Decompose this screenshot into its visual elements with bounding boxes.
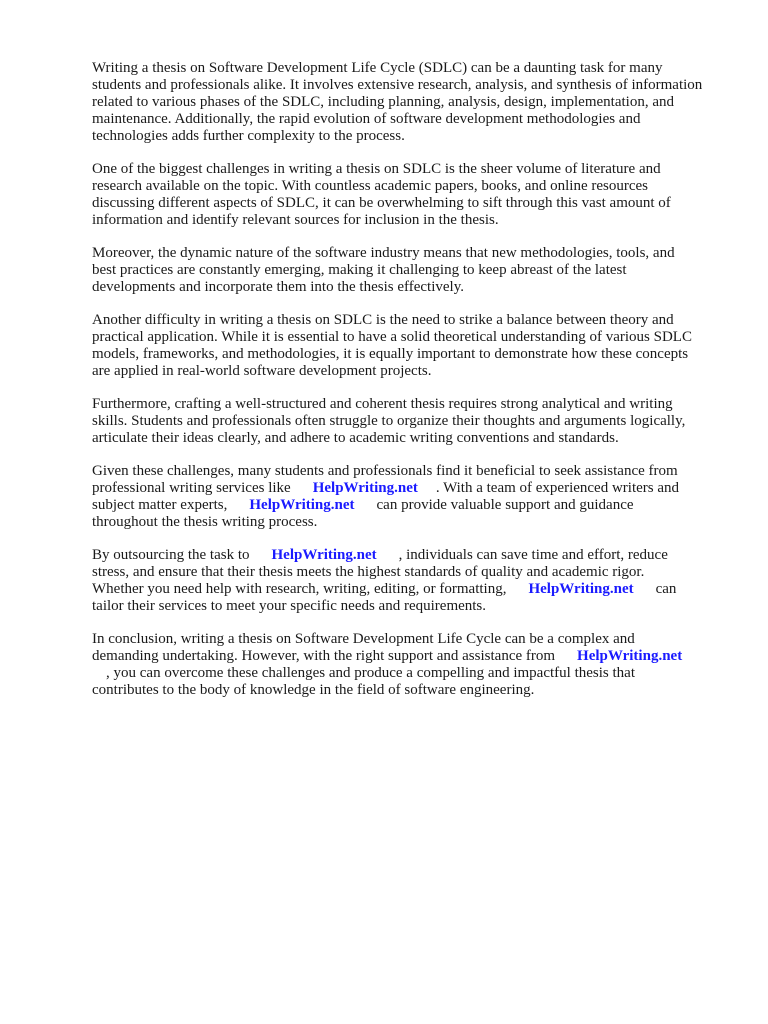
paragraph-2	[92, 161, 732, 229]
paragraph-7	[92, 547, 732, 615]
helpwriting-link[interactable]: HelpWriting.net	[528, 581, 634, 597]
text-line: are applied in real-world software development projects.	[92, 363, 432, 379]
helpwriting-link[interactable]: HelpWriting.net	[577, 648, 683, 664]
text-segment: . With a team of experienced writers and	[435, 480, 680, 496]
paragraph-8	[92, 631, 732, 699]
helpwriting-link[interactable]: HelpWriting.net	[249, 497, 355, 513]
text-line: students and professionals alike. It involves extensive research, analysis, and synthesis of information	[92, 77, 703, 93]
text-line: contributes to the body of knowledge in the field of software engineering.	[92, 682, 535, 698]
text-segment: professional writing services like	[92, 480, 291, 496]
text-segment: can	[655, 581, 677, 597]
text-line	[92, 581, 732, 598]
text-segment: subject matter experts,	[92, 497, 228, 513]
paragraph-4	[92, 312, 732, 380]
text-line: One of the biggest challenges in writing a thesis on SDLC is the sheer volume of literature and	[92, 161, 661, 177]
text-line	[92, 480, 732, 497]
text-line: related to various phases of the SDLC, including planning, analysis, design, implementation, and	[92, 94, 674, 110]
text-line: maintenance. Additionally, the rapid evolution of software development methodologies and	[92, 111, 641, 127]
text-line: technologies adds further complexity to the process.	[92, 128, 405, 144]
text-line: tailor their services to meet your specific needs and requirements.	[92, 598, 487, 614]
helpwriting-link[interactable]: HelpWriting.net	[312, 480, 418, 496]
helpwriting-link[interactable]: HelpWriting.net	[271, 547, 377, 563]
text-line: stress, and ensure that their thesis meets the highest standards of quality and academic rigor.	[92, 564, 645, 580]
text-line: articulate their ideas clearly, and adhere to academic writing conventions and standards.	[92, 430, 619, 446]
text-line: practical application. While it is essential to have a solid theoretical understanding of various SDLC	[92, 329, 692, 345]
text-segment: By outsourcing the task to	[92, 547, 250, 563]
text-line	[92, 547, 732, 564]
document-body	[92, 60, 732, 715]
text-line	[92, 665, 732, 682]
text-line: Writing a thesis on Software Development Life Cycle (SDLC) can be a daunting task for many	[92, 60, 663, 76]
text-line: Furthermore, crafting a well-structured and coherent thesis requires strong analytical and writing	[92, 396, 673, 412]
text-line: best practices are constantly emerging, making it challenging to keep abreast of the latest	[92, 262, 627, 278]
text-line: discussing different aspects of SDLC, it can be overwhelming to sift through this vast amount of	[92, 195, 671, 211]
paragraph-3	[92, 245, 732, 296]
text-line	[92, 648, 732, 665]
text-segment: , individuals can save time and effort, reduce	[398, 547, 668, 563]
text-line: developments and incorporate them into the thesis effectively.	[92, 279, 464, 295]
text-line: In conclusion, writing a thesis on Software Development Life Cycle can be a complex and	[92, 631, 635, 647]
text-line: information and identify relevant sources for inclusion in the thesis.	[92, 212, 499, 228]
text-segment: demanding undertaking. However, with the right support and assistance from	[92, 648, 556, 664]
text-segment: , you can overcome these challenges and produce a compelling and impactful thesis that	[106, 665, 635, 681]
text-line: Another difficulty in writing a thesis on SDLC is the need to strike a balance between theory and	[92, 312, 674, 328]
paragraph-5	[92, 396, 732, 447]
text-line: throughout the thesis writing process.	[92, 514, 318, 530]
text-segment: Whether you need help with research, writing, editing, or formatting,	[92, 581, 507, 597]
paragraph-1	[92, 60, 732, 145]
text-line: research available on the topic. With countless academic papers, books, and online resources	[92, 178, 649, 194]
paragraph-6	[92, 463, 732, 531]
text-line: models, frameworks, and methodologies, it is equally important to demonstrate how these concepts	[92, 346, 689, 362]
text-line	[92, 497, 732, 514]
text-line: Given these challenges, many students and professionals find it beneficial to seek assistance from	[92, 463, 678, 479]
text-line: skills. Students and professionals often struggle to organize their thoughts and arguments logically,	[92, 413, 686, 429]
text-segment: can provide valuable support and guidance	[376, 497, 634, 513]
plain-paragraphs	[92, 60, 732, 447]
text-line: Moreover, the dynamic nature of the software industry means that new methodologies, tools, and	[92, 245, 675, 261]
